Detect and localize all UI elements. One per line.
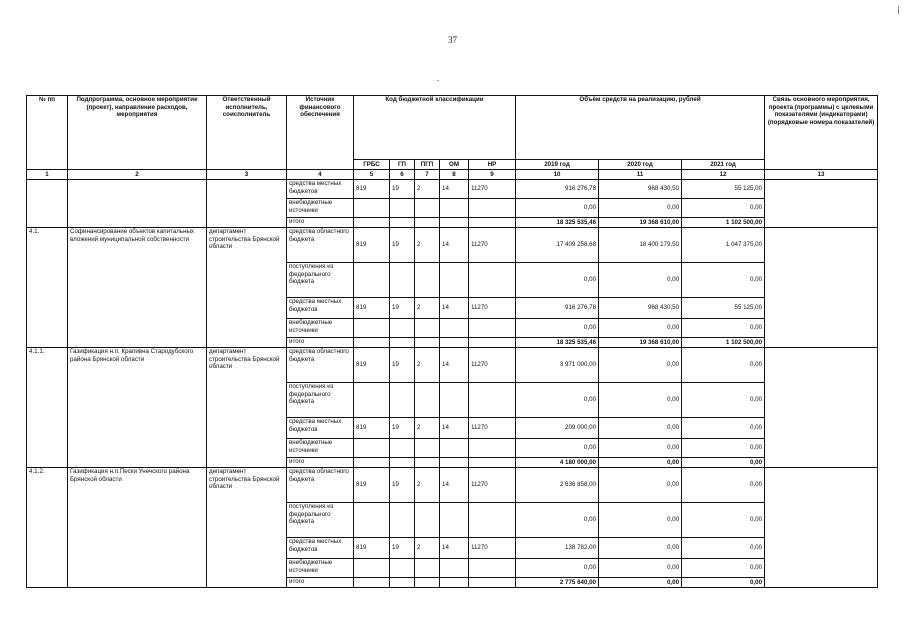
value-2019: 0,00	[516, 199, 599, 218]
np-cell: 11270	[469, 348, 516, 383]
grbs-cell: 819	[354, 180, 390, 199]
col-number: 10	[516, 170, 599, 180]
value-2019: 138 782,00	[516, 538, 599, 559]
col-number: 11	[599, 170, 682, 180]
table-row	[27, 348, 878, 383]
total-2019: 4 180 000,00	[516, 458, 599, 468]
value-2020: 0,00	[599, 559, 682, 578]
header-volume: Объём средств на реализацию, рублей	[516, 96, 765, 160]
value-2019: 0,00	[516, 263, 599, 298]
om-cell: 14	[440, 418, 469, 439]
source-cell: поступления из федерального бюджета	[287, 503, 354, 538]
value-2020: 0,00	[599, 263, 682, 298]
value-2021: 0,00	[682, 559, 765, 578]
pgp-cell: 2	[415, 418, 440, 439]
np-cell: 11270	[469, 228, 516, 263]
header-executor: Ответственный исполнитель, соисполнитель	[207, 96, 287, 170]
np-cell: 11270	[469, 418, 516, 439]
om-cell: 14	[440, 298, 469, 319]
value-2020: 0,00	[599, 348, 682, 383]
value-2021: 0,00	[682, 468, 765, 503]
value-2020: 0,00	[599, 468, 682, 503]
header-grbs: ГРБС	[354, 160, 390, 170]
value-2020: 0,00	[599, 383, 682, 418]
value-2020: 968 430,50	[599, 180, 682, 199]
value-2019: 916 276,78	[516, 298, 599, 319]
om-cell: 14	[440, 538, 469, 559]
om-cell: 14	[440, 180, 469, 199]
total-2019: 18 325 535,46	[516, 338, 599, 348]
total-2020: 0,00	[599, 458, 682, 468]
header-num: № пп	[27, 96, 68, 170]
gp-cell: 19	[390, 538, 415, 559]
col-number: 3	[207, 170, 287, 180]
col-number: 4	[287, 170, 354, 180]
item-number: 4.1.1.	[27, 348, 68, 468]
gp-cell: 19	[390, 298, 415, 319]
value-2020: 0,00	[599, 503, 682, 538]
col-number: 9	[469, 170, 516, 180]
source-cell: средства местных бюджетов	[287, 298, 354, 319]
np-cell: 11270	[469, 468, 516, 503]
grbs-cell: 819	[354, 298, 390, 319]
value-2020: 0,00	[599, 439, 682, 458]
value-2020: 0,00	[599, 538, 682, 559]
total-2019: 2 775 640,00	[516, 578, 599, 588]
value-2020: 18 400 179,50	[599, 228, 682, 263]
value-2019: 0,00	[516, 503, 599, 538]
column-number-row	[27, 170, 878, 180]
value-2020: 0,00	[599, 319, 682, 338]
value-2021: 0,00	[682, 263, 765, 298]
total-2021: 1 102 500,00	[682, 338, 765, 348]
value-2020: 0,00	[599, 199, 682, 218]
col-number: 12	[682, 170, 765, 180]
header-source: Источник финансового обеспечения	[287, 96, 354, 170]
table-row	[27, 180, 878, 199]
value-2019: 916 276,78	[516, 180, 599, 199]
gp-cell: 19	[390, 418, 415, 439]
executor-name: департамент строительства Брянской области	[207, 468, 287, 588]
value-2019: 17 409 258,68	[516, 228, 599, 263]
col-number: 1	[27, 170, 68, 180]
gp-cell: 19	[390, 180, 415, 199]
total-2021: 1 102 500,00	[682, 218, 765, 228]
executor-name: департамент строительства Брянской области	[207, 228, 287, 348]
header-program: Подпрограмма, основное мероприятие (проект), направление расходов, мероприятия	[68, 96, 207, 170]
gp-cell: 19	[390, 468, 415, 503]
value-2021: 0,00	[682, 383, 765, 418]
program-name: Газификация н.п.Пески Унечского района Брянской области	[68, 468, 207, 588]
pgp-cell: 2	[415, 228, 440, 263]
value-2019: 2 636 858,00	[516, 468, 599, 503]
om-cell: 14	[440, 468, 469, 503]
source-cell: поступления из федерального бюджета	[287, 383, 354, 418]
table-row	[27, 468, 878, 503]
gp-cell: 19	[390, 228, 415, 263]
value-2019: 3 971 000,00	[516, 348, 599, 383]
item-number: 4.1.	[27, 228, 68, 348]
grbs-cell: 819	[354, 348, 390, 383]
page-number: 37	[448, 35, 457, 45]
om-cell: 14	[440, 228, 469, 263]
source-cell: средства местных бюджетов	[287, 180, 354, 199]
total-2021: 0,00	[682, 458, 765, 468]
source-cell: внебюджетные источники	[287, 319, 354, 338]
table-row	[27, 228, 878, 263]
total-2021: 0,00	[682, 578, 765, 588]
value-2021: 55 125,00	[682, 180, 765, 199]
pgp-cell: 2	[415, 468, 440, 503]
scan-edge-mark	[898, 6, 899, 14]
col-number: 13	[765, 170, 878, 180]
pgp-cell: 2	[415, 538, 440, 559]
np-cell: 11270	[469, 538, 516, 559]
gp-cell: 19	[390, 348, 415, 383]
value-2021: 0,00	[682, 439, 765, 458]
value-2021: 0,00	[682, 418, 765, 439]
col-number: 7	[415, 170, 440, 180]
value-2019: 0,00	[516, 319, 599, 338]
source-cell: средства областного бюджета	[287, 348, 354, 383]
source-cell: итого	[287, 218, 354, 228]
source-cell: внебюджетные источники	[287, 559, 354, 578]
value-2019: 209 000,00	[516, 418, 599, 439]
header-link: Связь основного мероприятия, проекта (программы) с целевыми показателями (индикаторами) (порядковые номера показателей)	[765, 96, 878, 170]
header-np: НР	[469, 160, 516, 170]
np-cell: 11270	[469, 180, 516, 199]
source-cell: средства местных бюджетов	[287, 538, 354, 559]
col-number: 8	[440, 170, 469, 180]
value-2019: 0,00	[516, 383, 599, 418]
header-bk: Код бюджетной классификации	[354, 96, 516, 160]
source-cell: итого	[287, 578, 354, 588]
col-number: 5	[354, 170, 390, 180]
total-2019: 18 325 535,46	[516, 218, 599, 228]
header-gp: ГП	[390, 160, 415, 170]
pgp-cell: 2	[415, 180, 440, 199]
np-cell: 11270	[469, 298, 516, 319]
header-pgp: ПГП	[415, 160, 440, 170]
total-2020: 19 368 610,00	[599, 218, 682, 228]
header-row	[27, 96, 878, 160]
source-cell: поступления из федерального бюджета	[287, 263, 354, 298]
value-2021: 0,00	[682, 538, 765, 559]
value-2021: 0,00	[682, 503, 765, 538]
executor-name: департамент строительства Брянской области	[207, 348, 287, 468]
value-2020: 968 430,50	[599, 298, 682, 319]
header-om: ОМ	[440, 160, 469, 170]
col-number: 2	[68, 170, 207, 180]
scan-speck	[437, 80, 439, 81]
value-2021: 55 125,00	[682, 298, 765, 319]
value-2021: 0,00	[682, 319, 765, 338]
program-name: Софинансирование объектов капитальных вложений муниципальной собственности	[68, 228, 207, 348]
header-2019: 2019 год	[516, 160, 599, 170]
source-cell: внебюджетные источники	[287, 199, 354, 218]
source-cell: итого	[287, 458, 354, 468]
source-cell: внебюджетные источники	[287, 439, 354, 458]
value-2021: 0,00	[682, 348, 765, 383]
pgp-cell: 2	[415, 348, 440, 383]
grbs-cell: 819	[354, 418, 390, 439]
grbs-cell: 819	[354, 228, 390, 263]
value-2019: 0,00	[516, 439, 599, 458]
source-cell: средства местных бюджетов	[287, 418, 354, 439]
value-2020: 0,00	[599, 418, 682, 439]
program-name: Газификация н.п. Крапивна Стародубского района Брянской области	[68, 348, 207, 468]
source-cell: средства областного бюджета	[287, 468, 354, 503]
source-cell: итого	[287, 338, 354, 348]
grbs-cell: 819	[354, 468, 390, 503]
total-2020: 19 368 610,00	[599, 338, 682, 348]
col-number: 6	[390, 170, 415, 180]
header-2021: 2021 год	[682, 160, 765, 170]
total-2020: 0,00	[599, 578, 682, 588]
header-2020: 2020 год	[599, 160, 682, 170]
om-cell: 14	[440, 348, 469, 383]
source-cell: средства областного бюджета	[287, 228, 354, 263]
value-2021: 1 047 375,00	[682, 228, 765, 263]
item-number: 4.1.2.	[27, 468, 68, 588]
budget-table	[26, 95, 878, 588]
pgp-cell: 2	[415, 298, 440, 319]
grbs-cell: 819	[354, 538, 390, 559]
value-2019: 0,00	[516, 559, 599, 578]
value-2021: 0,00	[682, 199, 765, 218]
